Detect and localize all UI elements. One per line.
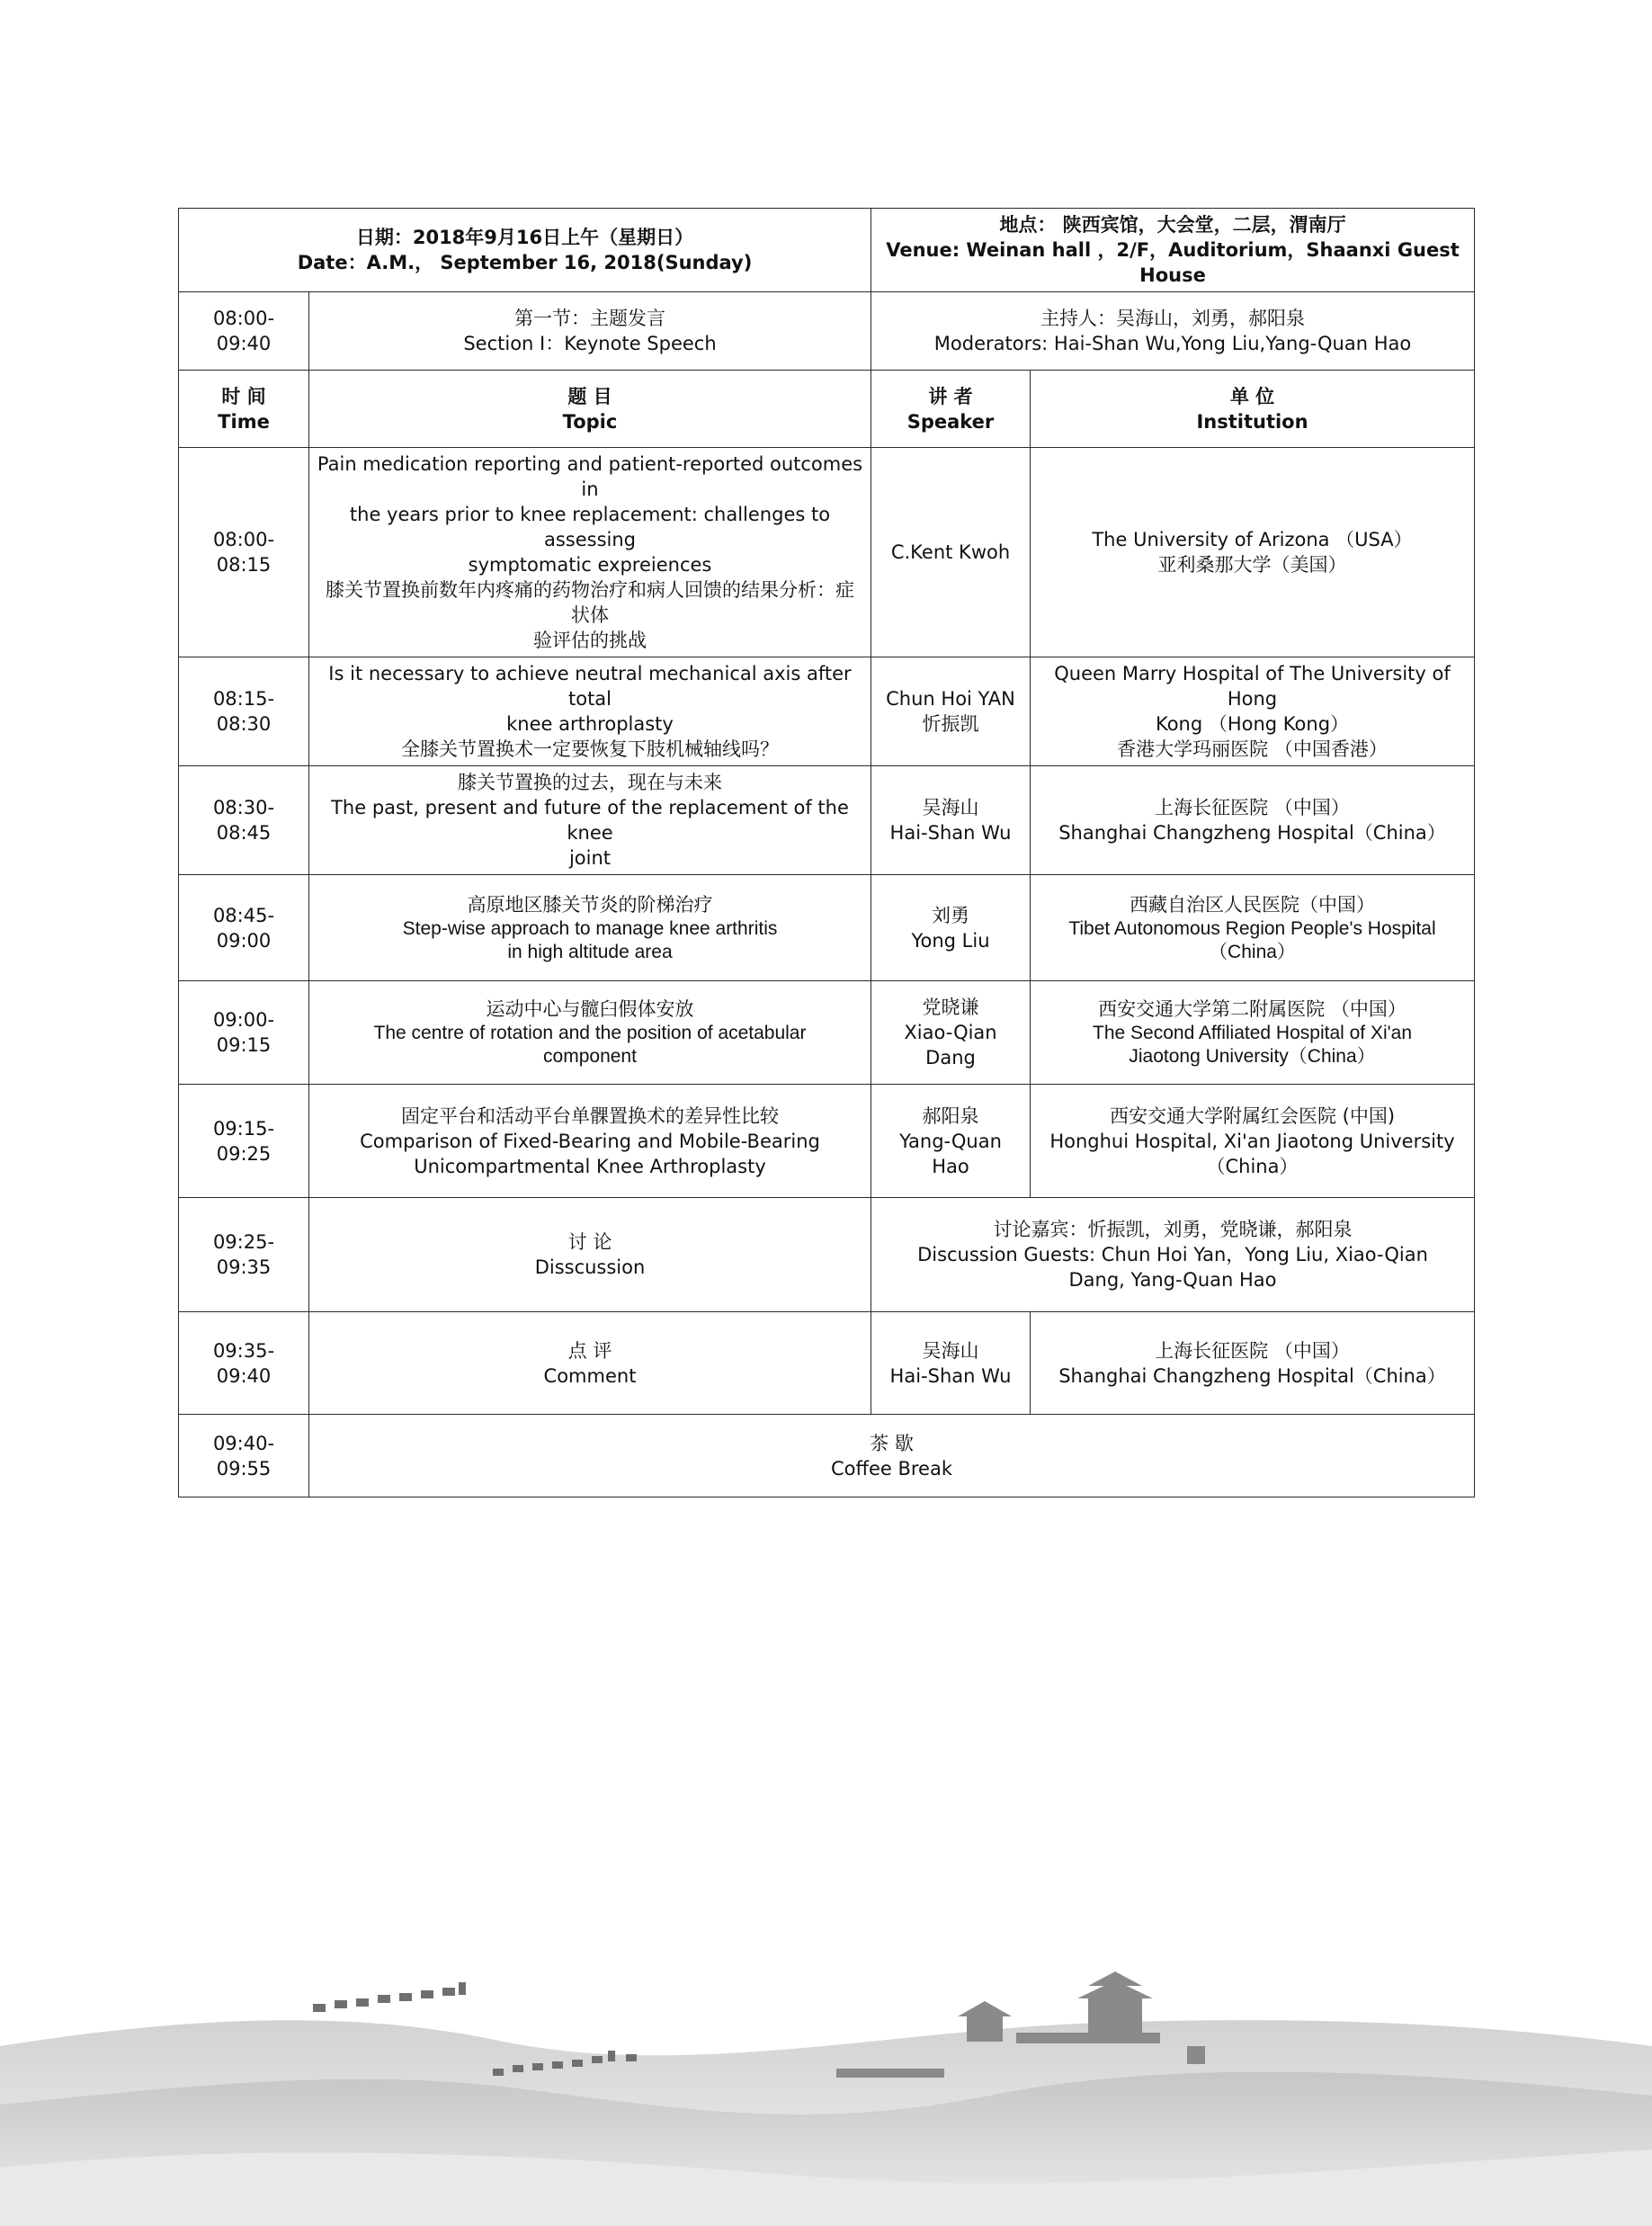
guests-line: Discussion Guests: Chun Hoi Yan，Yong Liu, Xiao-Qian: [917, 1244, 1428, 1265]
moderators-cn: 主持人：吴海山，刘勇，郝阳泉: [1040, 308, 1305, 329]
section-row: [179, 292, 1475, 371]
col-time-en: Time: [218, 410, 270, 433]
institution-line: 亚利桑那大学（美国）: [1157, 554, 1347, 576]
schedule-table: [178, 208, 1475, 1497]
speaker-line: 刘勇: [932, 904, 969, 926]
moderators-cell: [871, 292, 1475, 371]
col-topic: [309, 371, 871, 448]
topic-line: knee arthroplasty: [506, 713, 674, 735]
date-cell: [179, 209, 871, 292]
comment-institution: [1031, 1312, 1475, 1415]
talk-time: 08:15-08:30: [179, 657, 309, 766]
talk-institution: [1031, 766, 1475, 875]
talk-speaker: [871, 766, 1031, 875]
talk-time: 09:15-09:25: [179, 1085, 309, 1198]
talk-time: 08:30-08:45: [179, 766, 309, 875]
guests-line: Dang, Yang-Quan Hao: [1068, 1269, 1277, 1291]
col-institution-cn: 单 位: [1229, 385, 1275, 407]
institution-line: 上海长征医院 （中国）: [1155, 797, 1350, 818]
speaker-line: 郝阳泉: [922, 1104, 979, 1127]
col-institution-en: Institution: [1196, 410, 1308, 433]
institution-line: The Second Affiliated Hospital of Xi'an: [1093, 1023, 1413, 1043]
talk-institution: [1031, 657, 1475, 766]
institution-line: 香港大学玛丽医院 （中国香港）: [1117, 738, 1388, 760]
institution-line: 西安交通大学附属红会医院 (中国): [1109, 1104, 1396, 1127]
date-en: Date：A.M.， September 16, 2018(Sunday): [297, 252, 753, 273]
break-row: [179, 1415, 1475, 1497]
institution-line: Shanghai Changzheng Hospital（China）: [1058, 1364, 1446, 1387]
talk-row: [179, 766, 1475, 875]
topic-line: 膝关节置换前数年内疼痛的药物治疗和病人回馈的结果分析：症状体: [326, 579, 854, 626]
talk-institution: [1031, 1085, 1475, 1198]
institution-line: （China）: [1209, 941, 1296, 962]
comment-title: [309, 1312, 871, 1415]
institution-line: Queen Marry Hospital of The University of Hong: [1054, 663, 1451, 710]
talk-topic: [309, 657, 871, 766]
comment-title-cn: 点 评: [567, 1339, 612, 1362]
col-speaker-cn: 讲 者: [928, 385, 973, 407]
speaker-line: Hai-Shan Wu: [889, 822, 1012, 844]
topic-line: The past, present and future of the replacement of the knee: [331, 797, 849, 844]
topic-line: Comparison of Fixed-Bearing and Mobile-Bearing: [360, 1130, 820, 1152]
talk-speaker: [871, 981, 1031, 1085]
venue-cn: 地点： 陕西宾馆，大会堂，二层，渭南厅: [999, 214, 1346, 236]
discussion-title-cn: 讨 论: [567, 1231, 612, 1253]
topic-line: the years prior to knee replacement: challenges to assessing: [349, 504, 831, 550]
col-institution: [1031, 371, 1475, 448]
discussion-title: [309, 1198, 871, 1312]
topic-line: 全膝关节置换术一定要恢复下肢机械轴线吗？: [401, 738, 779, 760]
talk-time: 08:00-08:15: [179, 448, 309, 657]
talk-speaker: [871, 657, 1031, 766]
comment-row: [179, 1312, 1475, 1415]
institution-line: Shanghai Changzheng Hospital（China）: [1058, 822, 1446, 844]
talk-topic: [309, 448, 871, 657]
moderators-en: Moderators: Hai-Shan Wu,Yong Liu,Yang-Quan Hao: [933, 333, 1412, 354]
institution-line: Kong （Hong Kong）: [1155, 713, 1350, 735]
talk-row: [179, 875, 1475, 981]
break-time: 09:40-09:55: [179, 1415, 309, 1497]
talk-institution: [1031, 875, 1475, 981]
institution-line: 西安交通大学第二附属医院 （中国）: [1098, 998, 1406, 1020]
speaker-line: Hai-Shan Wu: [889, 1364, 1012, 1387]
talk-institution: [1031, 448, 1475, 657]
topic-line: 膝关节置换的过去，现在与未来: [458, 772, 722, 793]
speaker-line: Chun Hoi YAN: [886, 688, 1015, 710]
talk-institution: [1031, 981, 1475, 1085]
speaker-line: Xiao-Qian Dang: [904, 1022, 997, 1068]
desert-landscape-illustration: [0, 1961, 1652, 2226]
speaker-line: 忻振凯: [922, 713, 979, 735]
speaker-line: 党晓谦: [922, 997, 979, 1018]
col-speaker: [871, 371, 1031, 448]
talk-time: 08:45-09:00: [179, 875, 309, 981]
institution-line: Honghui Hospital, Xi'an Jiaotong University: [1049, 1130, 1455, 1152]
column-header-row: [179, 371, 1475, 448]
break-title-cn: 茶 歇: [870, 1432, 914, 1454]
date-cn: 日期：2018年9月16日上午（星期日）: [355, 227, 694, 248]
topic-line: in high altitude area: [507, 941, 673, 962]
talk-row: [179, 981, 1475, 1085]
topic-line: component: [543, 1046, 637, 1067]
comment-speaker: [871, 1312, 1031, 1415]
section-title-cell: [309, 292, 871, 371]
topic-line: joint: [568, 847, 612, 869]
section-title-cn: 第一节：主题发言: [514, 308, 665, 329]
break-title: [309, 1415, 1475, 1497]
talk-topic: [309, 1085, 871, 1198]
venue-cell: [871, 209, 1475, 292]
talk-speaker: [871, 875, 1031, 981]
talk-speaker: [871, 448, 1031, 657]
topic-line: 验评估的挑战: [533, 630, 647, 651]
col-speaker-en: Speaker: [906, 410, 995, 433]
institution-line: Jiaotong University（China）: [1129, 1046, 1376, 1067]
speaker-line: Yong Liu: [911, 929, 990, 952]
speaker-line: Yang-Quan Hao: [899, 1130, 1002, 1177]
topic-line: Pain medication reporting and patient-reported outcomes in: [317, 453, 863, 500]
break-title-en: Coffee Break: [830, 1457, 953, 1480]
speaker-line: 吴海山: [922, 1339, 979, 1362]
guests-line: 讨论嘉宾：忻振凯，刘勇，党晓谦，郝阳泉: [993, 1219, 1353, 1240]
discussion-time: 09:25-09:35: [179, 1198, 309, 1312]
institution-line: 西藏自治区人民医院（中国）: [1130, 893, 1375, 916]
topic-line: 运动中心与髋臼假体安放: [486, 998, 694, 1020]
institution-line: The University of Arizona （USA）: [1092, 529, 1413, 550]
talk-topic: [309, 875, 871, 981]
topic-line: 高原地区膝关节炎的阶梯治疗: [467, 893, 713, 916]
topic-line: Step-wise approach to manage knee arthritis: [402, 917, 778, 939]
talk-topic: [309, 981, 871, 1085]
topic-line: symptomatic expreiences: [468, 554, 712, 576]
col-topic-cn: 题 目: [567, 385, 612, 407]
topic-line: 固定平台和活动平台单髁置换术的差异性比较: [401, 1104, 779, 1127]
talk-topic: [309, 766, 871, 875]
topic-line: Is it necessary to achieve neutral mechanical axis after total: [328, 663, 852, 710]
comment-title-en: Comment: [543, 1364, 637, 1387]
header-row: [179, 209, 1475, 292]
venue-en: Venue: Weinan hall ，2/F，Auditorium，Shaanxi Guest House: [886, 239, 1460, 286]
speaker-line: 吴海山: [922, 797, 979, 818]
col-topic-en: Topic: [562, 410, 618, 433]
talk-row: [179, 1085, 1475, 1198]
discussion-row: [179, 1198, 1475, 1312]
discussion-title-en: Disscussion: [534, 1256, 646, 1278]
talk-row: [179, 448, 1475, 657]
speaker-line: C.Kent Kwoh: [890, 541, 1011, 563]
topic-line: Unicompartmental Knee Arthroplasty: [414, 1155, 766, 1177]
col-time-cn: 时 间: [221, 385, 266, 407]
institution-line: 上海长征医院 （中国）: [1155, 1339, 1350, 1362]
talk-speaker: [871, 1085, 1031, 1198]
comment-time: 09:35-09:40: [179, 1312, 309, 1415]
talk-time: 09:00-09:15: [179, 981, 309, 1085]
discussion-guests: [871, 1198, 1475, 1312]
section-title-en: Section Ⅰ：Keynote Speech: [463, 333, 717, 354]
institution-line: Tibet Autonomous Region People's Hospital: [1068, 917, 1436, 939]
col-time: [179, 371, 309, 448]
topic-line: The centre of rotation and the position of acetabular: [373, 1023, 807, 1043]
talk-row: [179, 657, 1475, 766]
section-time: 08:00-09:40: [179, 292, 309, 371]
institution-line: （China）: [1206, 1155, 1299, 1177]
